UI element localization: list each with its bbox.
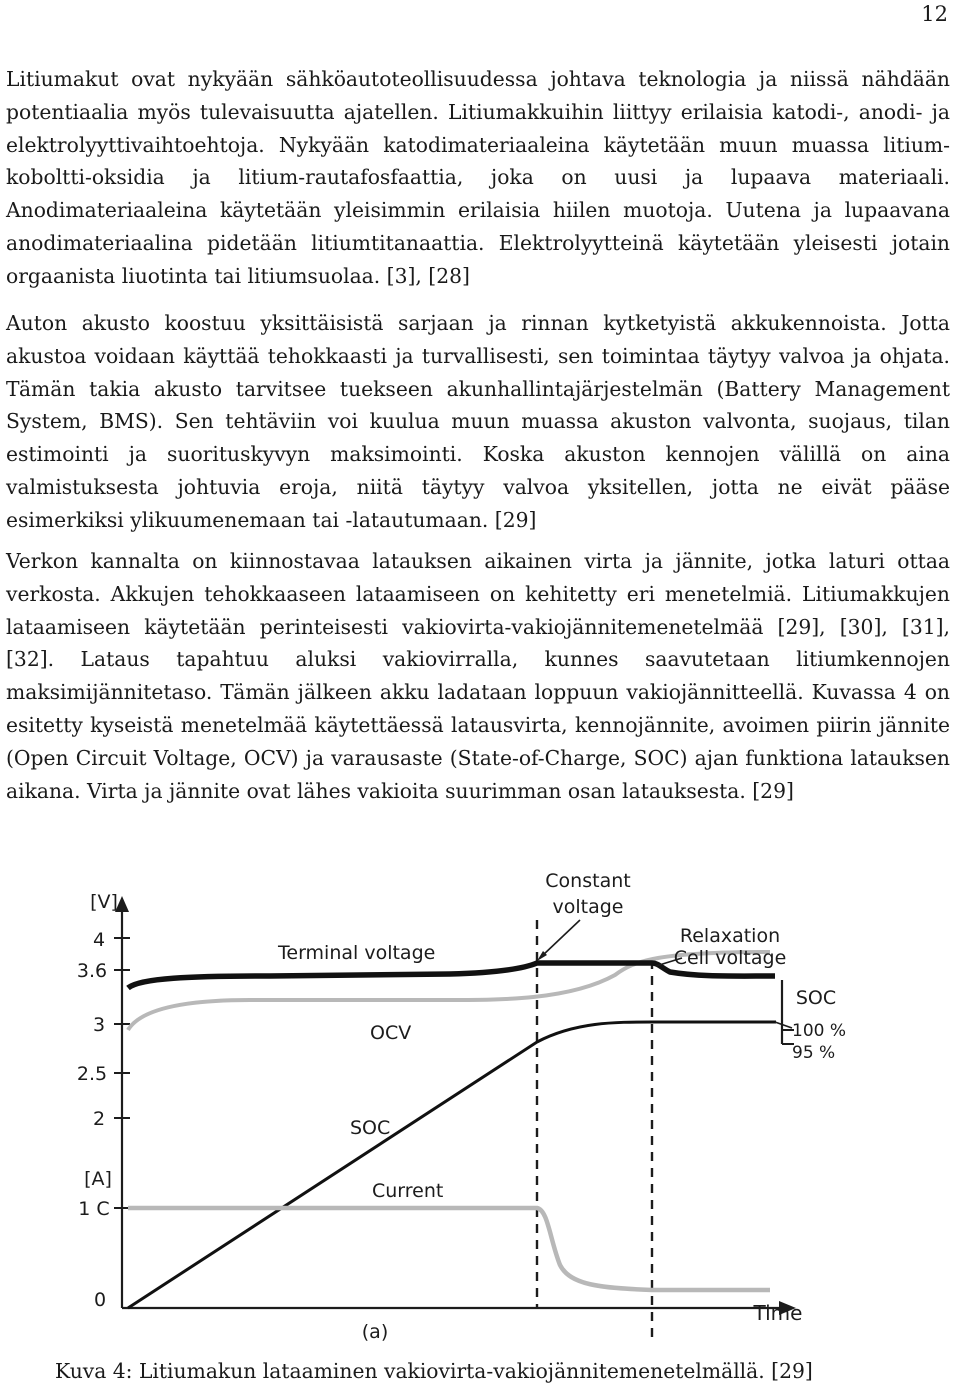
time-axis-label: Time: [753, 1301, 803, 1325]
paragraph-2: Auton akusto koostuu yksittäisistä sarjaan ja rinnan kytketyistä akkukennoista. Jotta akustoa voidaan käyttää tehokkaasti ja turvallisesti, sen toimintaa täytyy valvoa ja ohjata. Tämän takia akusto tarvitsee tuekseen akunhallintajärjestelmän (Battery Management System, BMS). Sen tehtäviin voi kuulua muun muassa akuston valvonta, suojaus, tilan estimointi ja suorituskyvyn maksimointi. Koska akuston kennojen välillä on aina valmistuksesta johtuvia eroja, niitä täytyy valvoa yksitellen, jotta ne eivät pääse esimerkiksi ylikuumenemaan tai -latautumaan. [29]: [6, 311, 950, 532]
y-tick-label-3: 3: [92, 1014, 106, 1036]
paragraph-3: Verkon kannalta on kiinnostavaa latauksen aikainen virta ja jännite, jotka laturi ottaa verkosta. Akkujen tehokkaaseen lataamiseen on kehitetty eri menetelmiä. Litiumakkujen lataamiseen käytetään perinteisesti vakiovirta-vakiojännitemenetelmää [29], [30], [31], [32]. Lataus tapahtuu aluksi vakiovirralla, kunnes saavutetaan litiumkennojen maksimijännitetaso. Tämän jälkeen akku ladataan loppuun vakiojännitteellä. Kuvassa 4 on esitetty kyseistä menetelmää käytettäessä latausvirta, kennojännite, avoimen piirin jännite (Open Circuit Voltage, OCV) ja varausaste (State-of-Charge, SOC) ajan funktiona latauksen aikana. Virta ja jännite ovat lähes vakioita suurimman osan latauksesta. [29]: [6, 549, 950, 803]
charging-figure: [70, 860, 890, 1345]
panel-label: (a): [361, 1321, 389, 1343]
terminal-voltage-label: Terminal voltage: [278, 942, 436, 964]
page-number: 12: [921, 2, 948, 26]
soc-95-label: 95 %: [792, 1043, 836, 1063]
charging-diagram-svg: [70, 860, 890, 1345]
relaxation-label-line2: Cell voltage: [673, 947, 787, 969]
y-tick-label-1c: 1 C: [78, 1198, 110, 1220]
y-tick-label-3-6: 3.6: [76, 960, 108, 982]
current-label: Current: [372, 1180, 444, 1202]
constant-voltage-label-line2: voltage: [552, 896, 624, 918]
y-tick-label-0: 0: [93, 1289, 107, 1311]
constant-voltage-arrow-line: [542, 920, 580, 956]
soc-100-pointer: [775, 1022, 792, 1028]
soc-axis-label: SOC: [795, 987, 837, 1009]
constant-voltage-label-line1: Constant: [545, 870, 631, 892]
current-curve: [128, 1208, 770, 1290]
y-tick-label-4: 4: [92, 929, 106, 951]
relaxation-label-line1: Relaxation: [679, 925, 781, 947]
y-unit-voltage: [V]: [90, 891, 118, 913]
paragraph-1: Litiumakut ovat nykyään sähköautoteollisuudessa johtava teknologia ja niissä nähdään potentiaalia myös tulevaisuutta ajatellen. Litiumakkuihin liittyy erilaisia katodi-, anodi- ja elektrolyyttivaihtoehtoja. Nykyään katodimateriaaleina käytetään muun muassa litium-koboltti-oksidia ja litium-rautafosfaattia, joka on uusi ja lupaava materiaali. Anodimateriaaleina käytetään yleisimmin erilaisia hiilen muotoja. Uutena ja lupaavana anodimateriaalina pidetään litiumtitanaattia. Elektrolyytteinä käytetään yleisesti jotain orgaanista liuotinta tai litiumsuolaa. [3], [28]: [6, 67, 950, 288]
soc-100-label: 100 %: [792, 1021, 847, 1041]
ocv-label: OCV: [370, 1022, 412, 1044]
y-tick-label-2: 2: [92, 1108, 106, 1130]
soc-curve: [128, 1022, 776, 1308]
y-unit-current: [A]: [84, 1168, 112, 1190]
figure-caption: Kuva 4: Litiumakun lataaminen vakiovirta-vakiojännitemenetelmällä. [29]: [55, 1359, 813, 1383]
soc-curve-label: SOC: [350, 1117, 391, 1139]
y-tick-label-2-5: 2.5: [76, 1063, 108, 1085]
